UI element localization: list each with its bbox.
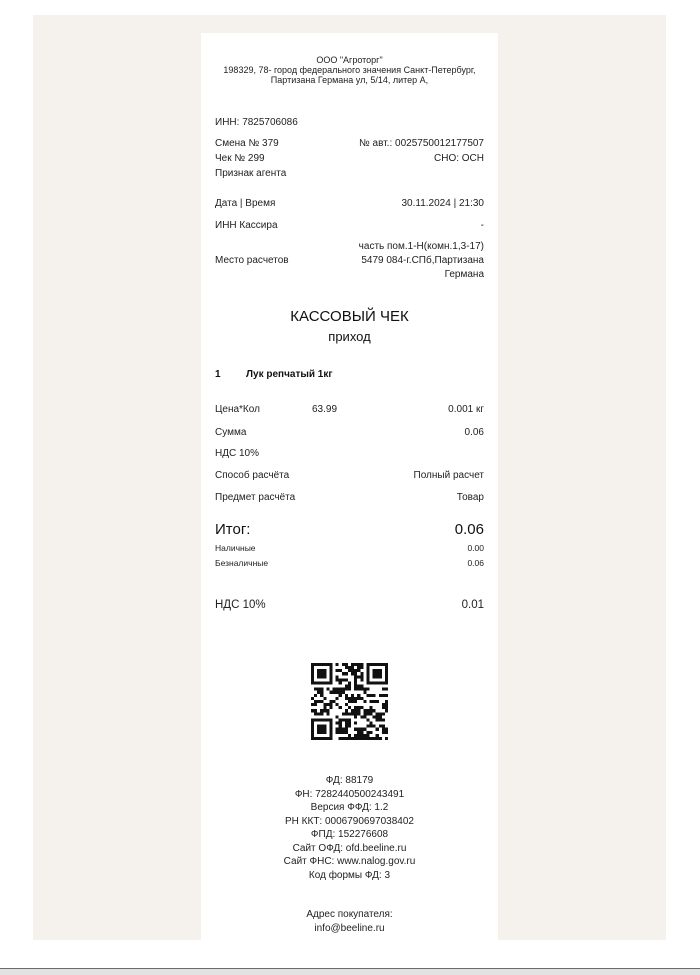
cashier-inn-label: ИНН Кассира [215,220,278,231]
fpd: ФПД: 152276608 [310,829,389,840]
total-vat-label: НДС 10% [215,599,266,611]
auto-number: № авт.: 0025750012177507 [359,138,484,149]
receipt [201,33,498,940]
cash-label: Наличные [215,543,256,553]
agent-sign: Признак агента [215,168,287,179]
check-number: Чек № 299 [215,153,265,164]
item-qty: 0.001 кг [448,404,484,415]
item-vat: НДС 10% [215,448,260,459]
item-sum: 0.06 [464,427,484,438]
receipt-type: приход [328,329,371,344]
qr-code [311,663,388,740]
shift-number: Смена № 379 [215,138,279,149]
fd-number: ФД: 88179 [325,775,374,786]
ffd-version: Версия ФФД: 1.2 [310,802,389,813]
buyer-email: info@beeline.ru [314,922,385,934]
tax-system: СНО: ОСН [434,153,484,164]
form-code: Код формы ФД: 3 [308,869,391,881]
inn: ИНН: 7825706086 [215,117,298,128]
sum-label: Сумма [215,427,247,438]
payment-method-value: Полный расчет [413,470,484,481]
total-value: 0.06 [454,521,484,538]
place-line3: Германа [444,269,484,280]
company-address-line2: Партизана Германа ул, 5/14, литер А, [270,75,429,85]
fns-site: Сайт ФНС: www.nalog.gov.ru [283,856,416,867]
item-price: 63.99 [312,404,338,415]
place-line1: часть пом.1-Н(комн.1,3-17) [358,241,484,252]
cash-value: 0.00 [467,543,484,553]
place-label: Место расчетов [215,255,289,266]
ofd-site: Сайт ОФД: ofd.beeline.ru [292,842,407,854]
fn-number: ФН: 7282440500243491 [294,788,405,800]
cashier-inn-value: - [480,220,484,231]
company-address-line1: 198329, 78- город федерального значения Санкт-Петербург, [223,65,476,75]
price-qty-label: Цена*Кол [215,404,260,415]
datetime-value: 30.11.2024 | 21:30 [401,198,484,209]
subject-value: Товар [456,492,484,503]
payment-method-label: Способ расчёта [215,470,290,481]
item-index: 1 [215,369,221,380]
subject-label: Предмет расчёта [215,492,296,503]
item-name: Лук репчатый 1кг [246,369,333,380]
place-line2: 5479 084-г.СПб,Партизана [361,255,484,266]
company-name: ООО "Агроторг" [316,55,383,65]
buyer-address-label: Адрес покупателя: [306,909,393,920]
rn-kkt: РН ККТ: 0006790697038402 [285,815,414,827]
total-vat-value: 0.01 [461,599,484,611]
receipt-title: КАССОВЫЙ ЧЕК [290,308,409,325]
card-label: Безналичные [215,558,269,568]
datetime-label: Дата | Время [215,198,276,209]
card-value: 0.06 [467,558,484,568]
total-label: Итог: [215,521,251,538]
